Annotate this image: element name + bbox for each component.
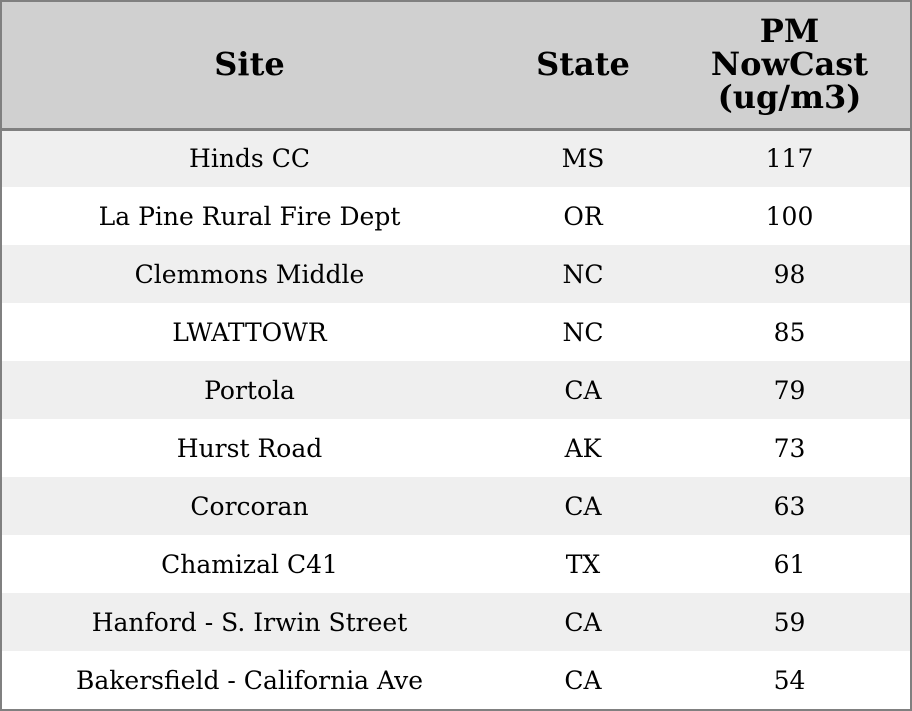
site-cell: Portola bbox=[204, 375, 295, 405]
site-cell: Chamizal C41 bbox=[161, 549, 338, 579]
state-cell: TX bbox=[565, 549, 601, 579]
state-cell: CA bbox=[564, 607, 602, 637]
table-row bbox=[2, 245, 910, 303]
state-cell: CA bbox=[564, 375, 602, 405]
table-row bbox=[2, 535, 910, 593]
state-cell: NC bbox=[562, 317, 604, 347]
site-cell: Bakersfield - California Ave bbox=[76, 665, 423, 695]
table-row bbox=[2, 303, 910, 361]
table-row bbox=[2, 187, 910, 245]
pm-value-cell: 54 bbox=[773, 665, 806, 695]
header-site-line: Site bbox=[214, 45, 285, 84]
pm-value-cell: 79 bbox=[773, 375, 806, 405]
site-cell: Corcoran bbox=[190, 491, 309, 521]
pm-value-cell: 100 bbox=[765, 201, 814, 231]
table-body bbox=[2, 129, 910, 709]
state-cell: MS bbox=[561, 144, 605, 174]
site-cell: La Pine Rural Fire Dept bbox=[98, 201, 401, 231]
table-row bbox=[2, 419, 910, 477]
site-cell: Clemmons Middle bbox=[134, 259, 365, 289]
pm-value-cell: 73 bbox=[773, 433, 806, 463]
table-row bbox=[2, 129, 910, 187]
site-cell: Hurst Road bbox=[176, 433, 323, 463]
header-site bbox=[2, 2, 497, 129]
state-cell: CA bbox=[564, 491, 602, 521]
state-cell: AK bbox=[564, 433, 602, 463]
table-row bbox=[2, 477, 910, 535]
site-cell: Hinds CC bbox=[189, 144, 310, 174]
table-row bbox=[2, 593, 910, 651]
state-cell: OR bbox=[563, 201, 603, 231]
table-row bbox=[2, 361, 910, 419]
site-cell: LWATTOWR bbox=[172, 317, 327, 347]
header-state-line: State bbox=[536, 45, 630, 84]
state-cell: CA bbox=[564, 665, 602, 695]
header-row bbox=[2, 2, 910, 129]
pm-value-cell: 61 bbox=[773, 549, 806, 579]
pm-value-cell: 85 bbox=[773, 317, 806, 347]
header-pm-line-2: NowCast bbox=[710, 45, 869, 84]
site-cell: Hanford - S. Irwin Street bbox=[91, 607, 408, 637]
header-pm-line-1: PM bbox=[759, 12, 820, 51]
header-pm-nowcast bbox=[669, 2, 910, 129]
table-header bbox=[2, 2, 910, 129]
header-state bbox=[497, 2, 669, 129]
pm-value-cell: 117 bbox=[765, 144, 814, 174]
pm-value-cell: 63 bbox=[773, 491, 806, 521]
pm-nowcast-table bbox=[2, 2, 910, 709]
table-row bbox=[2, 651, 910, 709]
header-pm-line-3: (ug/m3) bbox=[717, 78, 862, 117]
state-cell: NC bbox=[562, 259, 604, 289]
pm-value-cell: 59 bbox=[773, 607, 806, 637]
pm-value-cell: 98 bbox=[773, 259, 806, 289]
